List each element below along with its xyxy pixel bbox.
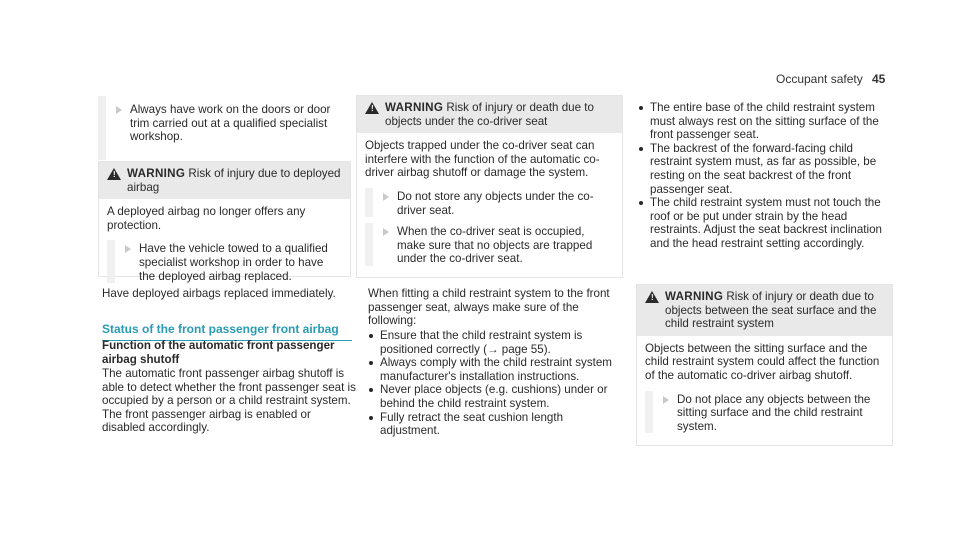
step-arrow-icon [663,396,669,404]
bullet-list [636,101,894,251]
warning-box-objects-under-seat [356,95,623,278]
warning-header [637,285,892,336]
warning-header [99,162,350,199]
warning-title: Risk of injury or death due to objects between the seat surface and the child restraint system [665,290,877,331]
warning-triangle-icon: ! [107,168,121,180]
running-header-title: Occupant safety [776,72,863,86]
intro-text: When fitting a child restraint system to the front passenger seat, always make sure of the following: [368,287,610,328]
warning-step-2 [365,223,614,266]
warning-text: A deployed airbag no longer offers any protection. [107,205,306,232]
warning-text: Objects trapped under the co-driver seat can interfere with the function of the automatic co-driver airbag shutoff or damage the system. [365,139,600,180]
warning-header [357,96,622,133]
warning-box-objects-between-seat [636,284,893,446]
after-warning-text: Have deployed airbags replaced immediately. [102,287,336,300]
subheading: Function of the automatic front passenger airbag shutoff [102,339,335,366]
step-arrow-icon [125,245,131,253]
warning-step [645,391,884,434]
bullet-list [366,329,624,438]
warning-title: Risk of injury due to deployed airbag [127,167,341,194]
warning-step-text: Do not store any objects under the co-driver seat. [397,189,594,217]
warning-step [107,240,342,283]
warning-triangle-icon: ! [645,291,659,303]
list-item: The child restraint system must not touch the roof or be put under strain by the head restraints. Adjust the seat backrest inclination and the head restraint setting accordingly. [636,196,894,250]
warning-label: WARNING [385,101,444,114]
section-title: Status of the front passenger front airbag [102,322,352,341]
warning-label: WARNING [665,290,724,303]
warning-step-text: Have the vehicle towed to a qualified specialist workshop in order to have the deployed airbag replaced. [139,242,328,283]
list-item: Fully retract the seat cushion length adjustment. [366,411,624,438]
warning-box-deployed-airbag [98,161,351,283]
step-arrow-icon [383,193,389,201]
list-item: Never place objects (e.g. cushions) under or behind the child restraint system. [366,383,624,410]
page-number: 45 [872,72,886,86]
list-item: The backrest of the forward-facing child restraint system must, as far as possible, be resting on the seat backrest of the front passenger seat. [636,142,894,196]
warning-label: WARNING [127,167,186,180]
step-arrow-icon [383,228,389,236]
warning-step-text: When the co-driver seat is occupied, make sure that no objects are trapped under the co-driver seat. [397,225,593,266]
warning-step-1 [365,188,614,217]
list-item: Ensure that the child restraint system is positioned correctly (→ page 55). [366,329,624,356]
step-box-workshop [98,96,349,160]
warning-body [99,199,350,289]
step-arrow-icon [116,106,122,114]
warning-body [637,336,892,440]
warning-title: Risk of injury or death due to objects under the co-driver seat [385,101,594,128]
warning-triangle-icon: ! [365,102,379,114]
list-item: The entire base of the child restraint system must always rest on the sitting surface of the front passenger seat. [636,101,894,142]
step-text: Always have work on the doors or door trim carried out at a qualified specialist workshop. [130,103,331,144]
warning-text: Objects between the sitting surface and the child restraint system could affect the function of the automatic co-driver airbag shutoff. [645,341,880,382]
warning-body [357,133,622,272]
body-paragraph: The automatic front passenger airbag shutoff is able to detect whether the front passenger seat is occupied by a person or a child restraint system. The front passenger airbag is enabled or disabled accordingly. [102,367,356,435]
list-item: Always comply with the child restraint system manufacturer's installation instructions. [366,356,624,383]
warning-step-text: Do not place any objects between the sitting surface and the child restraint system. [677,392,871,433]
